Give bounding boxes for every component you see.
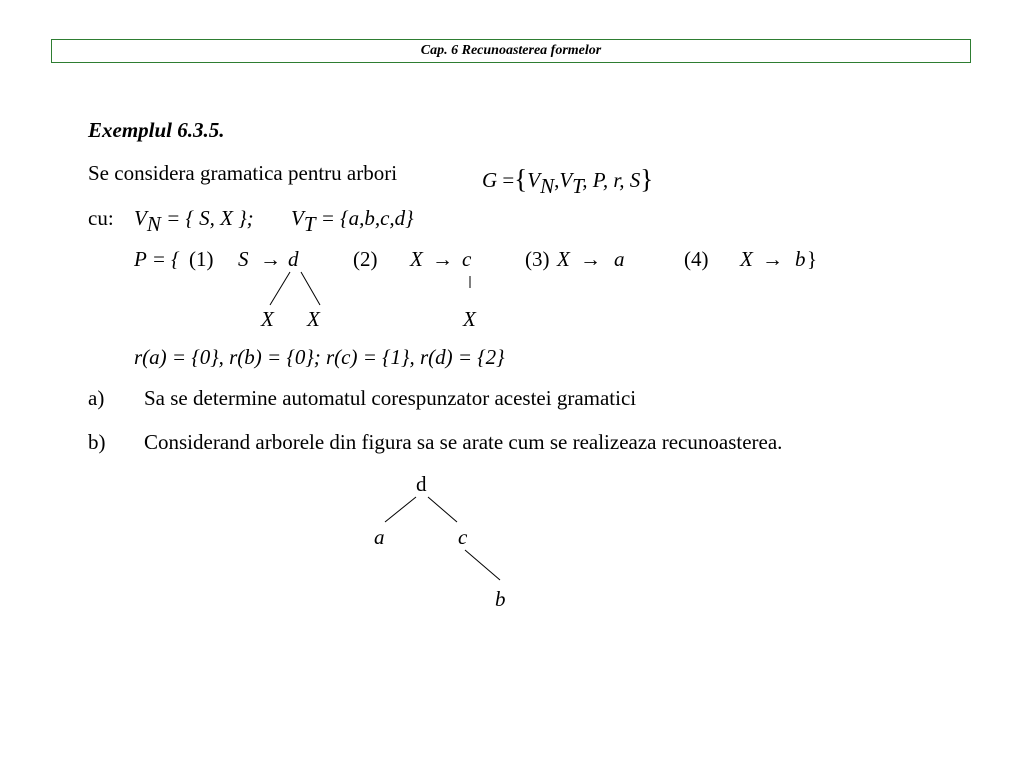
p4-close: }: [807, 247, 818, 271]
vn-set: = { S, X };: [166, 206, 254, 230]
formula-sub-t: T: [572, 174, 583, 198]
p4-arrow: →: [762, 247, 783, 271]
formula-rest: , P, r, S: [582, 168, 641, 192]
formula-g: G: [482, 168, 498, 192]
task-b-text: Considerand arborele din figura sa se arate cum se realizeaza recunoasterea.: [144, 430, 783, 454]
formula-comma: ,: [554, 168, 560, 192]
p4-rhs: b: [795, 247, 806, 271]
vn-sub-n: N: [146, 212, 161, 236]
p1-rhs: d: [288, 247, 299, 271]
cu-label: cu:: [88, 206, 114, 230]
formula-eq: =: [502, 168, 515, 192]
tree-left-node: a: [374, 525, 385, 549]
p1-edge-right: [301, 272, 320, 305]
p4-num: (4): [684, 247, 709, 271]
tree-edge-root-left: [385, 497, 416, 522]
vt-sub-t: T: [303, 212, 316, 236]
task-a-text: Sa se determine automatul corespunzator acestei gramatici: [144, 386, 637, 410]
p1-num: (1): [189, 247, 214, 271]
formula-v2: V: [559, 168, 573, 192]
tree-root-node: d: [416, 472, 427, 496]
tree-edge-right-leaf: [465, 550, 500, 580]
p3-num: (3): [525, 247, 550, 271]
p1-edge-left: [270, 272, 290, 305]
p3-arrow: →: [580, 247, 601, 271]
tree-leaf-node: b: [495, 587, 506, 611]
formula-open-brace: {: [514, 164, 528, 194]
task-b-marker: b): [88, 430, 106, 454]
formula-sub-n: N: [540, 174, 555, 198]
task-a-marker: a): [88, 386, 105, 410]
productions-prefix: P = {: [134, 247, 180, 271]
intro-text: Se considera gramatica pentru arbori: [88, 161, 398, 185]
p1-lhs: S: [238, 247, 249, 271]
p2-num: (2): [353, 247, 378, 271]
p2-child: X: [463, 307, 476, 331]
tree-edge-root-right: [428, 497, 457, 522]
p3-lhs: X: [557, 247, 570, 271]
rank-function: r(a) = {0}, r(b) = {0}; r(c) = {1}, r(d) = {2}: [134, 345, 505, 369]
formula-close-brace: }: [640, 164, 654, 194]
p2-lhs: X: [410, 247, 423, 271]
p2-rhs: c: [462, 247, 472, 271]
vn-v: V: [134, 206, 147, 230]
tree-right-node: c: [458, 525, 468, 549]
p3-rhs: a: [614, 247, 625, 271]
chapter-header: Cap. 6 Recunoasterea formelor: [51, 39, 971, 63]
p1-arrow: →: [260, 247, 281, 271]
p2-arrow: →: [432, 247, 453, 271]
formula-v1: V: [527, 168, 541, 192]
p4-lhs: X: [740, 247, 753, 271]
vt-set: = {a,b,c,d}: [320, 206, 414, 230]
example-title: Exemplul 6.3.5.: [88, 118, 225, 142]
vt-v: V: [291, 206, 304, 230]
p1-child-right: X: [307, 307, 320, 331]
p1-child-left: X: [261, 307, 274, 331]
